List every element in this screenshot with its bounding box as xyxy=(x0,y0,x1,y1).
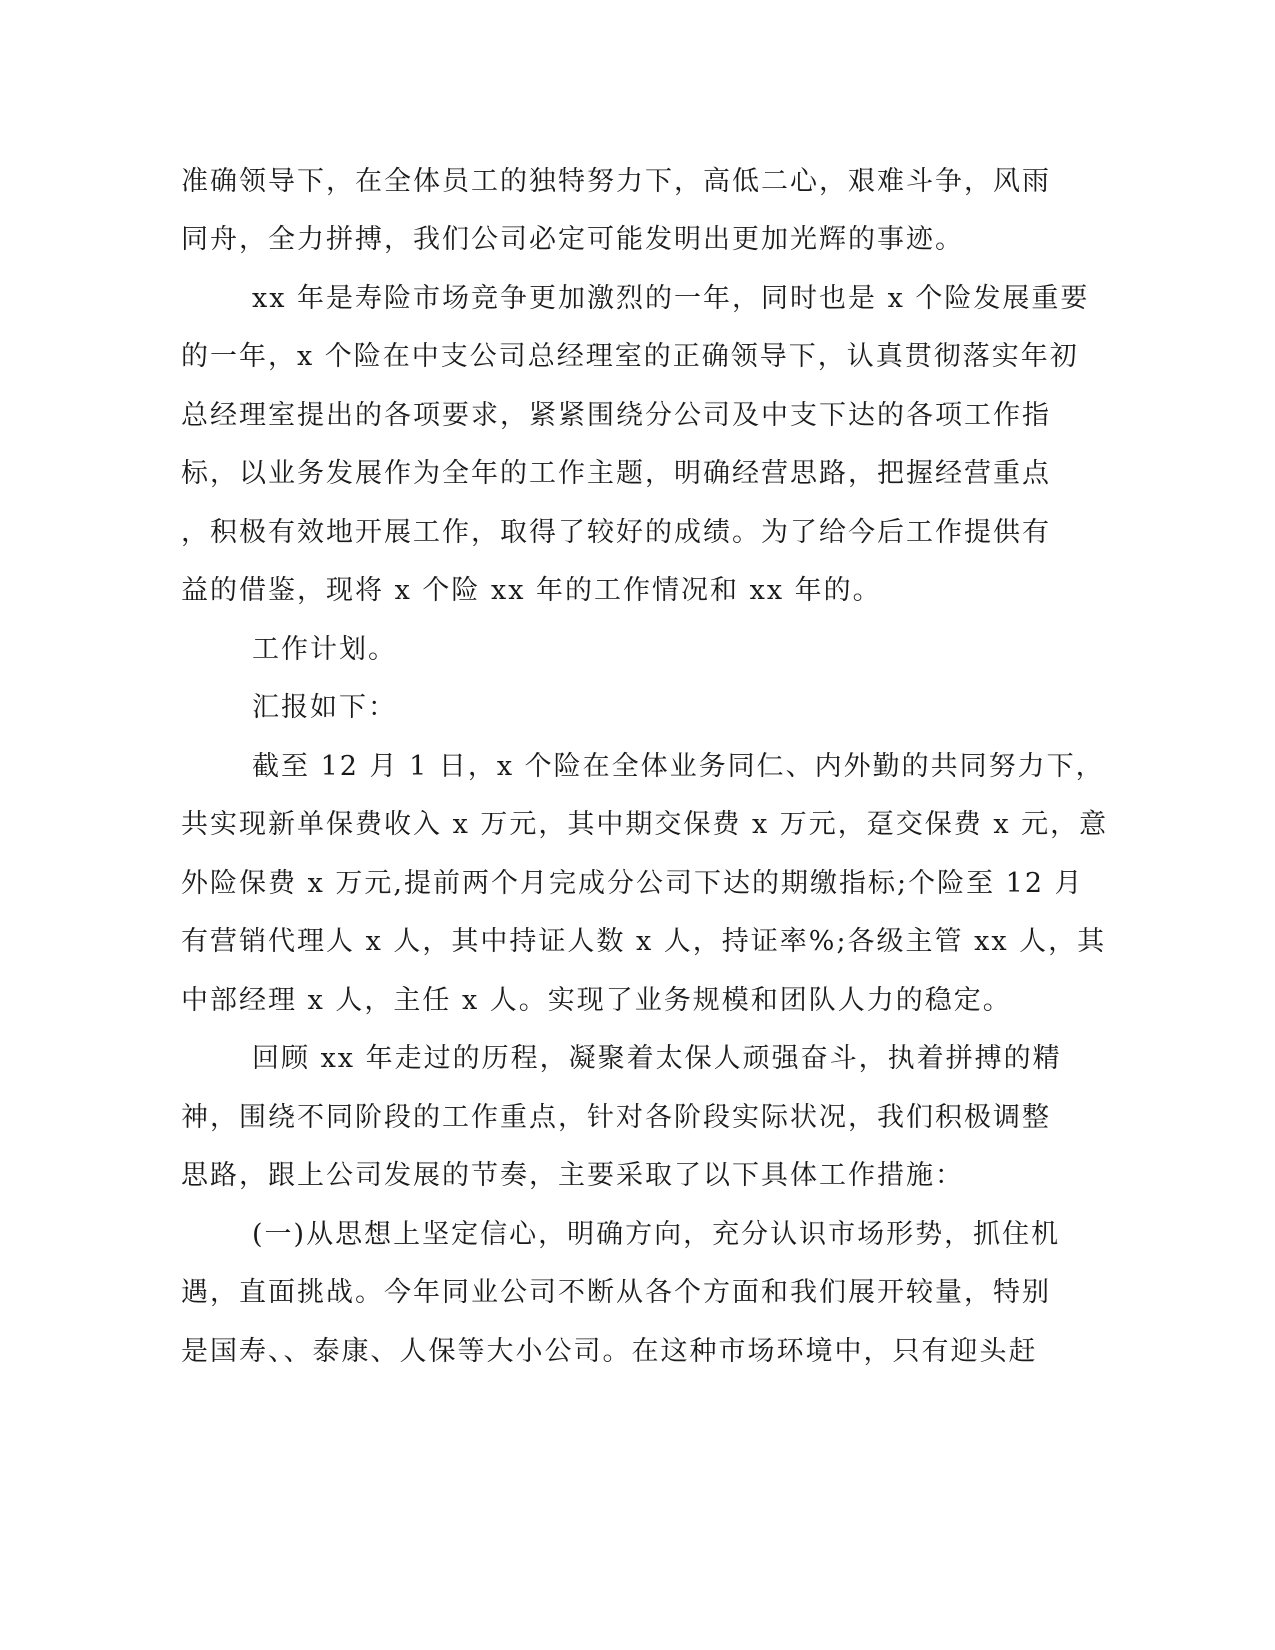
text-line: 中部经理 x 人，主任 x 人。实现了业务规模和团队人力的稳定。 xyxy=(181,985,1012,1016)
text-line: 有营销代理人 x 人，其中持证人数 x 人，持证率%;各级主管 xx 人，其 xyxy=(181,926,1107,957)
text-line: 总经理室提出的各项要求，紧紧围绕分公司及中支下达的各项工作指 xyxy=(181,400,1051,431)
text-line: 思路，跟上公司发展的节奏，主要采取了以下具体工作措施： xyxy=(181,1160,964,1191)
text-line: 工作计划。 xyxy=(252,634,397,665)
text-line: 是国寿、、泰康、人保等大小公司。在这种市场环境中，只有迎头赶 xyxy=(181,1336,1038,1367)
text-line: 益的借鉴，现将 x 个险 xx 年的工作情况和 xx 年的。 xyxy=(181,575,882,606)
text-line: 神，围绕不同阶段的工作重点，针对各阶段实际状况，我们积极调整 xyxy=(181,1102,1051,1133)
text-line: (一)从思想上坚定信心，明确方向，充分认识市场形势，抓住机 xyxy=(252,1219,1061,1250)
text-line: 的一年，x 个险在中支公司总经理室的正确领导下，认真贯彻落实年初 xyxy=(181,341,1079,372)
text-line: 遇，直面挑战。今年同业公司不断从各个方面和我们展开较量，特别 xyxy=(181,1277,1051,1308)
text-line: 外险保费 x 万元,提前两个月完成分公司下达的期缴指标;个险至 12 月 xyxy=(181,868,1084,899)
text-line: ，积极有效地开展工作，取得了较好的成绩。为了给今后工作提供有 xyxy=(181,517,1051,548)
text-line: 准确领导下，在全体员工的独特努力下，高低二心，艰难斗争，风雨 xyxy=(181,166,1051,197)
text-line: 同舟，全力拼搏，我们公司必定可能发明出更加光辉的事迹。 xyxy=(181,224,964,255)
text-line: 回顾 xx 年走过的历程，凝聚着太保人顽强奋斗，执着拼搏的精 xyxy=(252,1043,1062,1074)
text-line: 标，以业务发展作为全年的工作主题，明确经营思路，把握经营重点 xyxy=(181,458,1051,489)
text-line: 截至 12 月 1 日，x 个险在全体业务同仁、内外勤的共同努力下， xyxy=(252,751,1105,782)
text-line: xx 年是寿险市场竞争更加激烈的一年，同时也是 x 个险发展重要 xyxy=(252,283,1090,314)
text-line: 汇报如下： xyxy=(252,692,397,723)
text-line: 共实现新单保费收入 x 万元，其中期交保费 x 万元，趸交保费 x 元，意 xyxy=(181,809,1109,840)
